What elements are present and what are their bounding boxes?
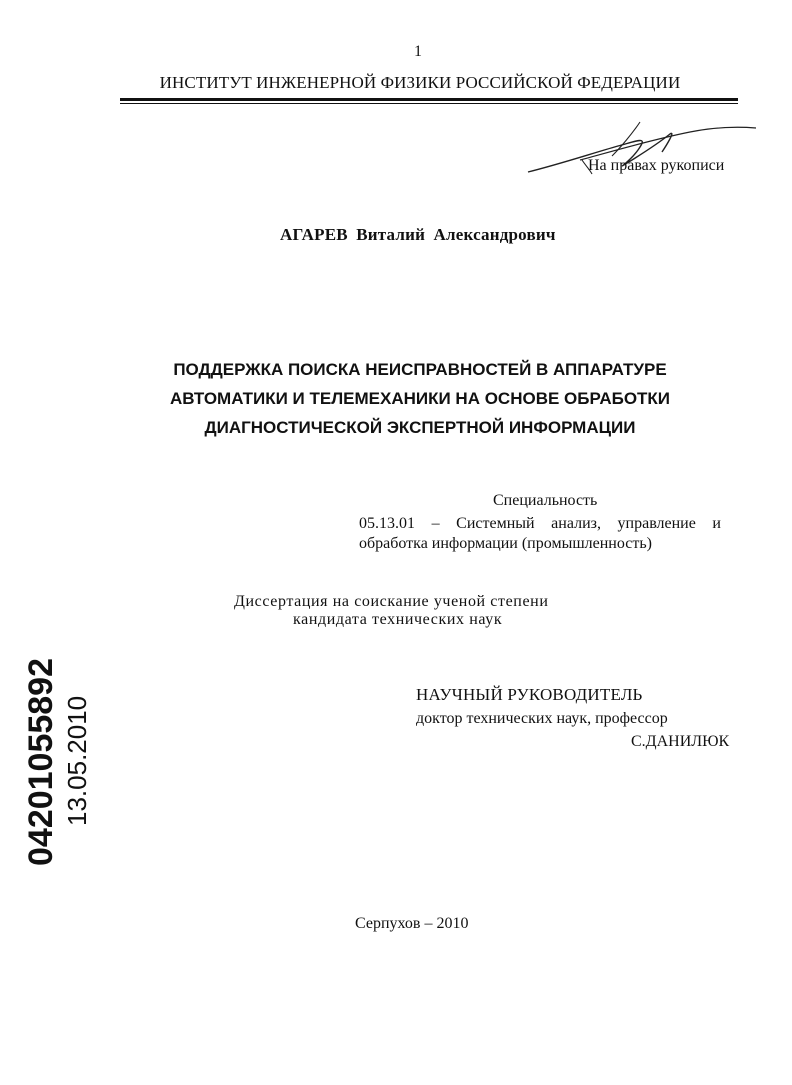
header-rule-thin [120, 103, 738, 104]
specialty-code: 05.13.01 – Системный анализ, управление и [359, 515, 721, 532]
header-rule-thick [120, 98, 738, 101]
specialty-label: Специальность [493, 492, 598, 509]
library-stamp [8, 630, 98, 870]
stamp-registration-number: 04201055892 [22, 657, 60, 866]
city-year: Серпухов – 2010 [355, 915, 469, 932]
supervisor-name: С.ДАНИЛЮК [631, 733, 730, 750]
author-name: АГАРЕВ Виталий Александрович [280, 225, 556, 244]
title-line-2: АВТОМАТИКИ И ТЕЛЕМЕХАНИКИ НА ОСНОВЕ ОБРАБОТКИ [169, 389, 671, 408]
supervisor-degree: доктор технических наук, профессор [416, 710, 668, 727]
supervisor-heading: НАУЧНЫЙ РУКОВОДИТЕЛЬ [416, 685, 643, 704]
title-line-1: ПОДДЕРЖКА ПОИСКА НЕИСПРАВНОСТЕЙ В АППАРАТУРЕ [173, 360, 667, 379]
page-number: 1 [414, 43, 422, 60]
manuscript-note: На правах рукописи [588, 157, 725, 174]
degree-statement-line-2: кандидата технических наук [293, 611, 503, 628]
degree-statement-line-1: Диссертация на соискание ученой степени [234, 593, 549, 610]
title-line-3: ДИАГНОСТИЧЕСКОЙ ЭКСПЕРТНОЙ ИНФОРМАЦИИ [204, 418, 636, 437]
dissertation-title [120, 355, 720, 442]
specialty-description: обработка информации (промышленность) [359, 535, 652, 552]
institute-name: ИНСТИТУТ ИНЖЕНЕРНОЙ ФИЗИКИ РОССИЙСКОЙ ФЕДЕРАЦИИ [159, 73, 681, 92]
handwritten-signature [520, 112, 760, 192]
stamp-date: 13.05.2010 [62, 695, 92, 826]
